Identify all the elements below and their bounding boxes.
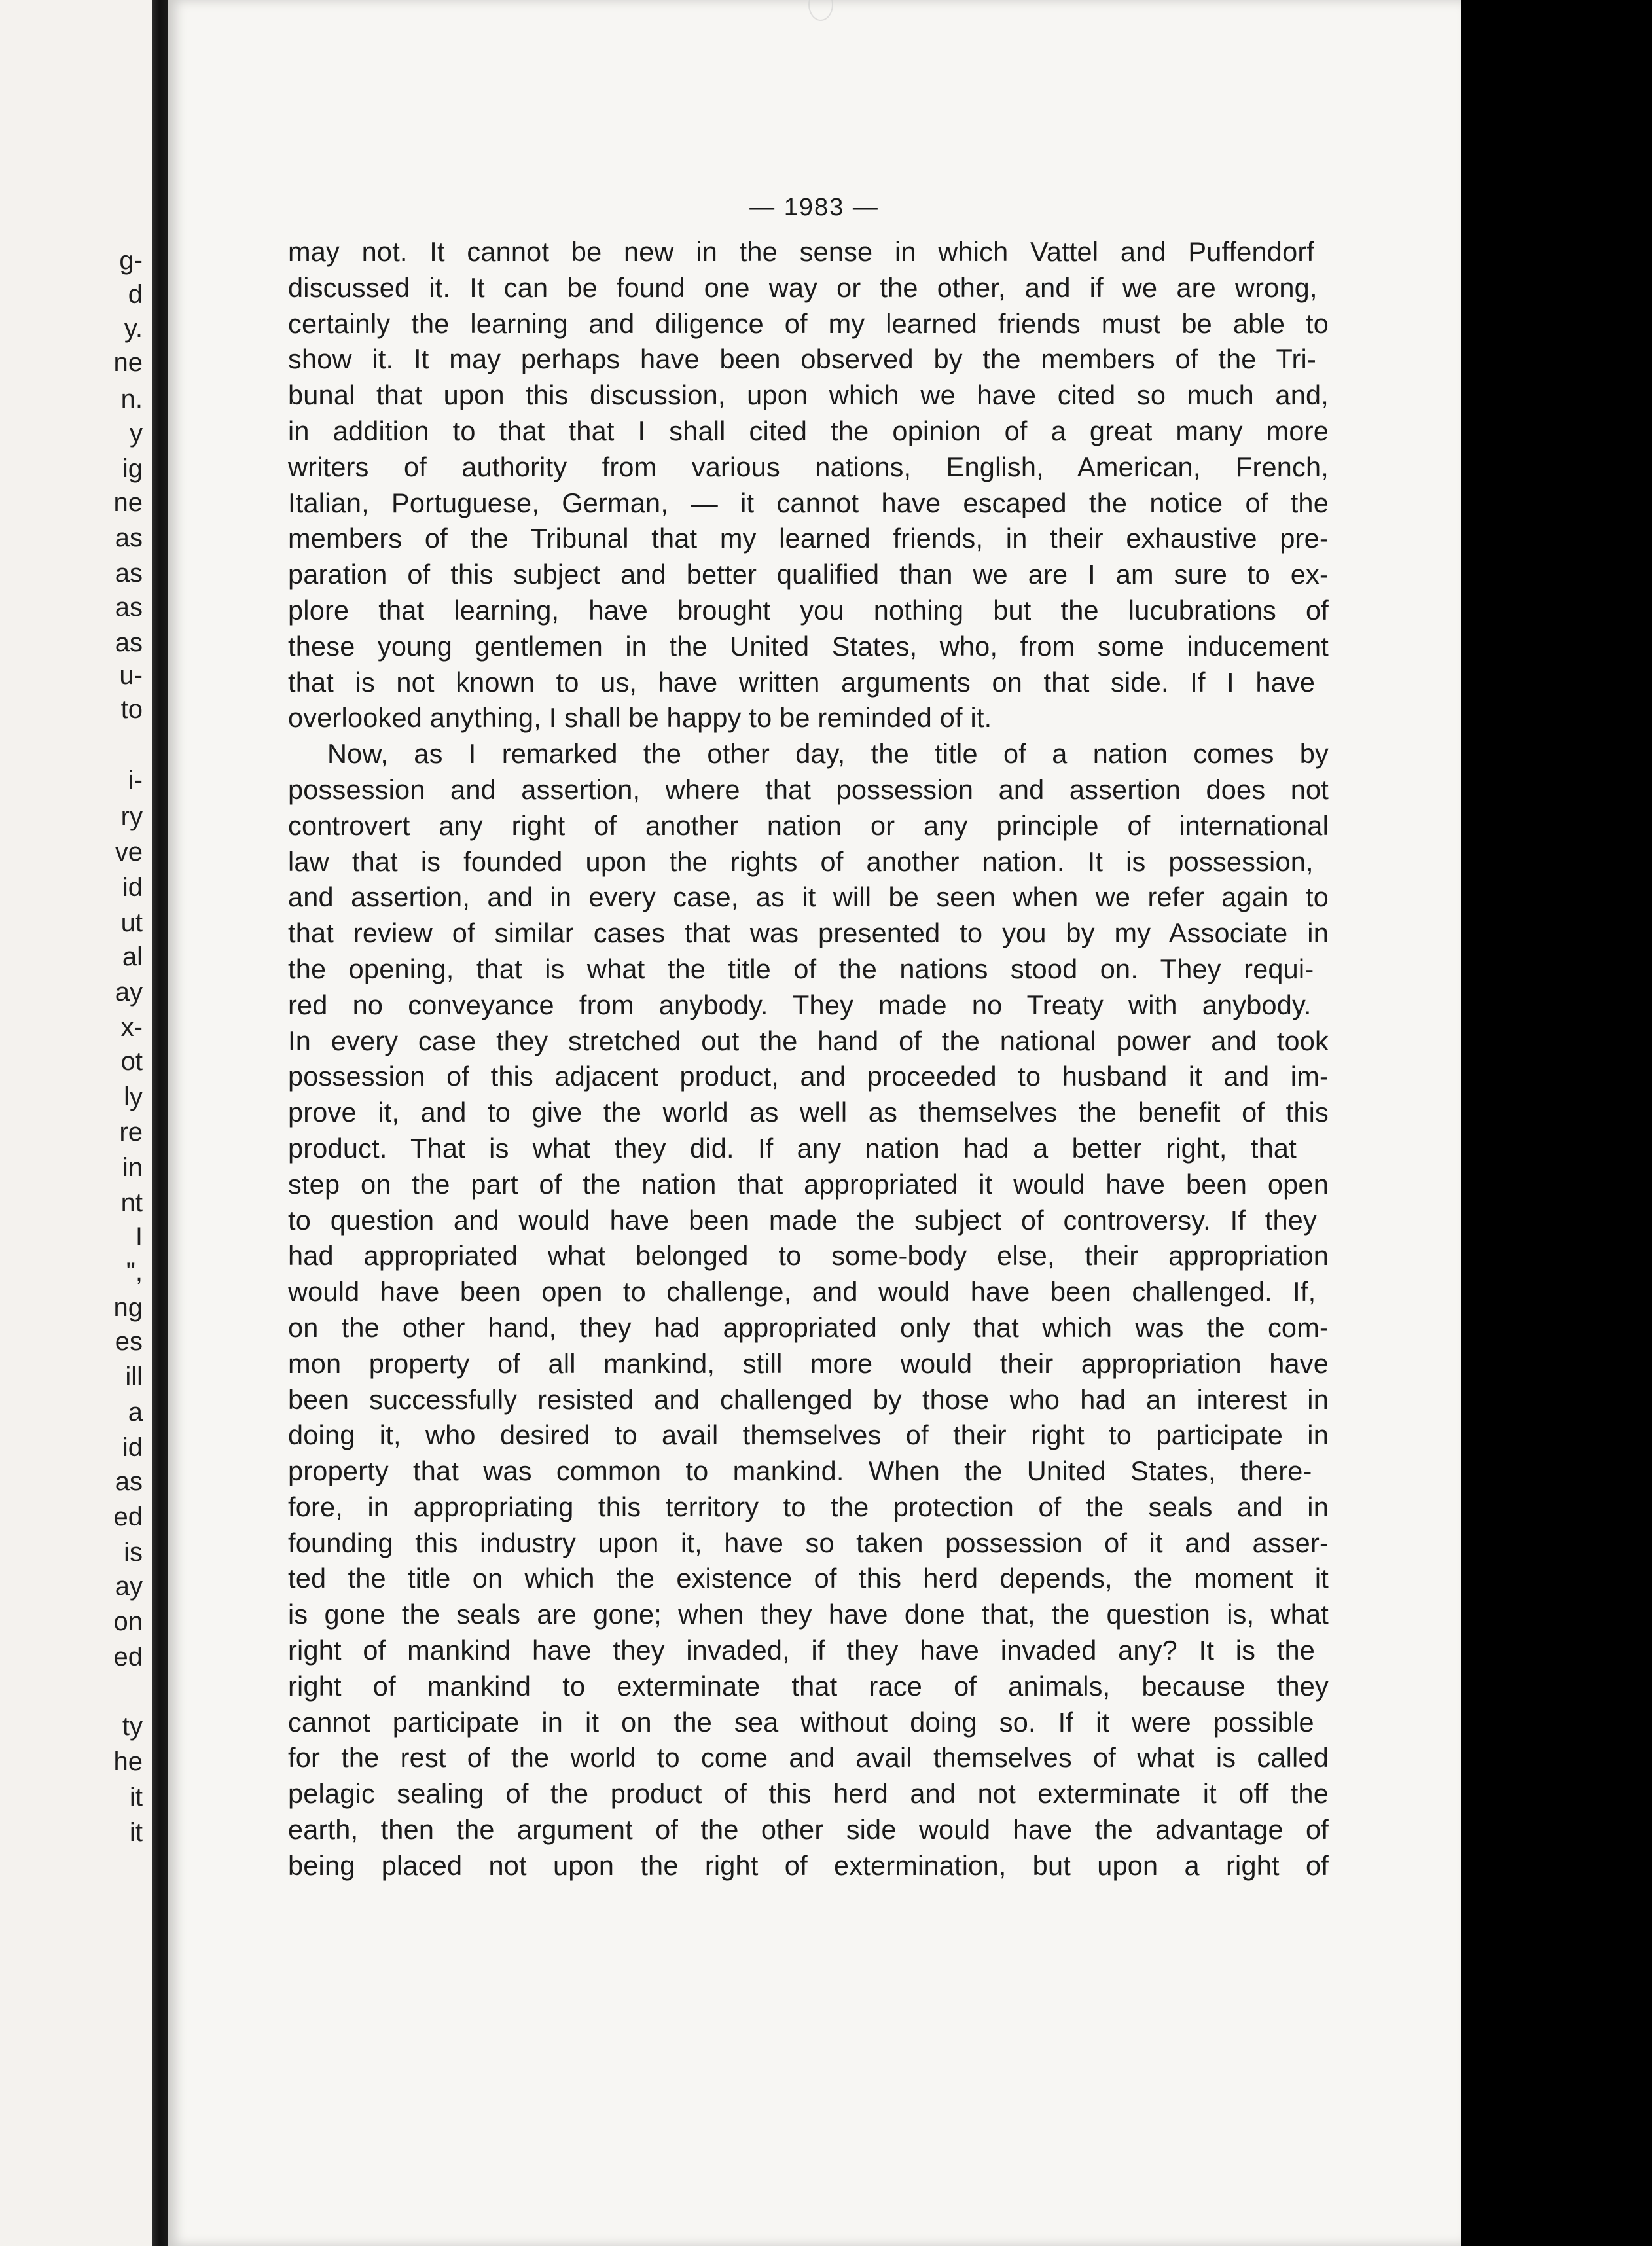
page [168,0,1461,2246]
previous-page-fragment: I [135,1222,143,1251]
text-line: is gone the seals are gone; when they have done that, the question is, what [288,1599,1329,1630]
text-line: red no conveyance from anybody. They made no Treaty with anybody. [288,989,1312,1020]
text-line: earth, then the argument of the other side would have the advantage of [288,1814,1329,1845]
text-line: possession and assertion, where that possession and assertion does not [288,774,1329,805]
page-number: — 1983 — [749,194,879,221]
text-line: In every case they stretched out the hand of the national power and took [288,1025,1329,1056]
previous-page-fragment: x- [120,1013,143,1042]
previous-page-fragment: ne [113,488,143,517]
previous-page-fragment: n. [120,385,143,414]
book-gutter [152,0,168,2246]
previous-page-fragment: as [115,1467,143,1496]
previous-page-fragment: ry [120,802,143,831]
previous-page-fragment: ty [122,1712,143,1741]
text-line: overlooked anything, I shall be happy to be reminded of it. [288,702,992,734]
text-line: mon property of all mankind, still more would their appropriation have [288,1347,1329,1379]
text-line: plore that learning, have brought you nothing but the lucubrations of [288,594,1329,626]
previous-page-fragment: as [115,559,143,588]
text-line: founding this industry upon it, have so taken possession of it and asser- [288,1527,1329,1558]
scan-border [1461,0,1652,2246]
previous-page-fragment: ill [125,1363,143,1391]
previous-page-fragment: it [130,1783,143,1811]
previous-page-fragment: ot [120,1047,143,1076]
text-line: right of mankind to exterminate that race of animals, because they [288,1670,1329,1702]
text-line: had appropriated what belonged to some-body else, their appropriation [288,1240,1329,1272]
previous-page-fragment: he [113,1747,143,1776]
text-line: paration of this subject and better qualified than we are I am sure to ex- [288,559,1329,590]
previous-page-strip [0,0,152,2246]
previous-page-fragment: as [115,524,143,552]
previous-page-fragment: ng [113,1293,143,1322]
previous-page-fragment: ay [115,978,143,1007]
text-line: fore, in appropriating this territory to the protection of the seals and in [288,1491,1329,1522]
previous-page-fragment: y [130,419,143,448]
previous-page-fragment: on [113,1607,143,1636]
text-line: would have been open to challenge, and would have been challenged. If, [288,1276,1316,1308]
previous-page-fragment: ed [113,1503,143,1531]
previous-page-fragment: d [128,280,143,309]
previous-page-fragment: ig [122,454,143,483]
text-line: for the rest of the world to come and avail themselves of what is called [288,1742,1329,1774]
text-line: right of mankind have they invaded, if they have invaded any? It is the [288,1635,1316,1666]
previous-page-fragment: re [119,1118,143,1147]
text-line: law that is founded upon the rights of another nation. It is possession, [288,846,1314,877]
previous-page-fragment: as [115,628,143,657]
text-line: the opening, that is what the title of the nations stood on. They requi- [288,953,1314,984]
previous-page-fragment: ve [115,838,143,866]
text-line: that review of similar cases that was presented to you by my Associate in [288,918,1329,949]
previous-page-fragment: to [120,695,143,724]
previous-page-fragment: id [122,1433,143,1462]
previous-page-fragment: as [115,593,143,622]
previous-page-fragment: it [130,1818,143,1847]
text-line: on the other hand, they had appropriated only that which was the com- [288,1311,1329,1343]
previous-page-fragment: ", [126,1258,143,1287]
text-line: controvert any right of another nation or any principle of international [288,810,1329,841]
text-line: and assertion, and in every case, as it will be seen when we refer again to [288,882,1329,913]
text-line: to question and would have been made the subject of controversy. If they [288,1204,1318,1236]
previous-page-fragment: y. [124,314,143,343]
previous-page-fragment: ed [113,1643,143,1671]
previous-page-fragment: ay [115,1572,143,1601]
previous-page-fragment: ne [113,348,143,377]
text-line: cannot participate in it on the sea without doing so. If it were possible [288,1706,1314,1738]
previous-page-fragment: g- [119,246,143,275]
text-line: product. That is what they did. If any nation had a better right, that [288,1132,1297,1164]
previous-page-fragment: u- [119,661,143,690]
text-line: Now, as I remarked the other day, the title of a nation comes by [327,738,1329,770]
text-line: being placed not upon the right of extermination, but upon a right of [288,1849,1329,1881]
text-line: been successfully resisted and challenged by those who had an interest in [288,1383,1329,1415]
text-line: prove it, and to give the world as well as themselves the benefit of this [288,1097,1329,1128]
text-line: these young gentlemen in the United States, who, from some inducement [288,630,1329,662]
text-line: show it. It may perhaps have been observed by the members of the Tri- [288,344,1316,375]
previous-page-fragment: es [115,1327,143,1356]
text-line: members of the Tribunal that my learned friends, in their exhaustive pre- [288,523,1329,554]
previous-page-fragment: is [124,1538,143,1567]
text-line: property that was common to mankind. When the United States, there- [288,1455,1312,1487]
previous-page-fragment: a [128,1398,143,1427]
text-line: writers of authority from various nations, English, American, French, [288,451,1329,482]
text-line: Italian, Portuguese, German, — it cannot have escaped the notice of the [288,487,1329,518]
previous-page-fragment: i- [128,766,143,794]
text-line: pelagic sealing of the product of this herd and not exterminate it off the [288,1778,1329,1809]
previous-page-fragment: in [122,1153,143,1182]
text-line: may not. It cannot be new in the sense in which Vattel and Puffendorf [288,236,1315,267]
previous-page-fragment: id [122,873,143,902]
text-line: step on the part of the nation that appropriated it would have been open [288,1168,1329,1200]
text-line: doing it, who desired to avail themselves of their right to participate in [288,1419,1329,1451]
text-line: possession of this adjacent product, and proceeded to husband it and im- [288,1061,1329,1092]
text-line: discussed it. It can be found one way or the other, and if we are wrong, [288,272,1318,303]
text-line: that is not known to us, have written arguments on that side. If I have [288,666,1316,698]
text-line: ted the title on which the existence of this herd depends, the moment it [288,1563,1329,1594]
previous-page-fragment: nt [120,1188,143,1217]
body-text [288,234,1329,1884]
text-line: in addition to that that I shall cited the opinion of a great many more [288,415,1329,446]
previous-page-fragment: ut [120,908,143,937]
text-line: certainly the learning and diligence of my learned friends must be able to [288,308,1329,339]
previous-page-fragment: ly [124,1082,143,1111]
previous-page-fragment: al [122,942,143,971]
text-line: bunal that upon this discussion, upon which we have cited so much and, [288,380,1329,411]
